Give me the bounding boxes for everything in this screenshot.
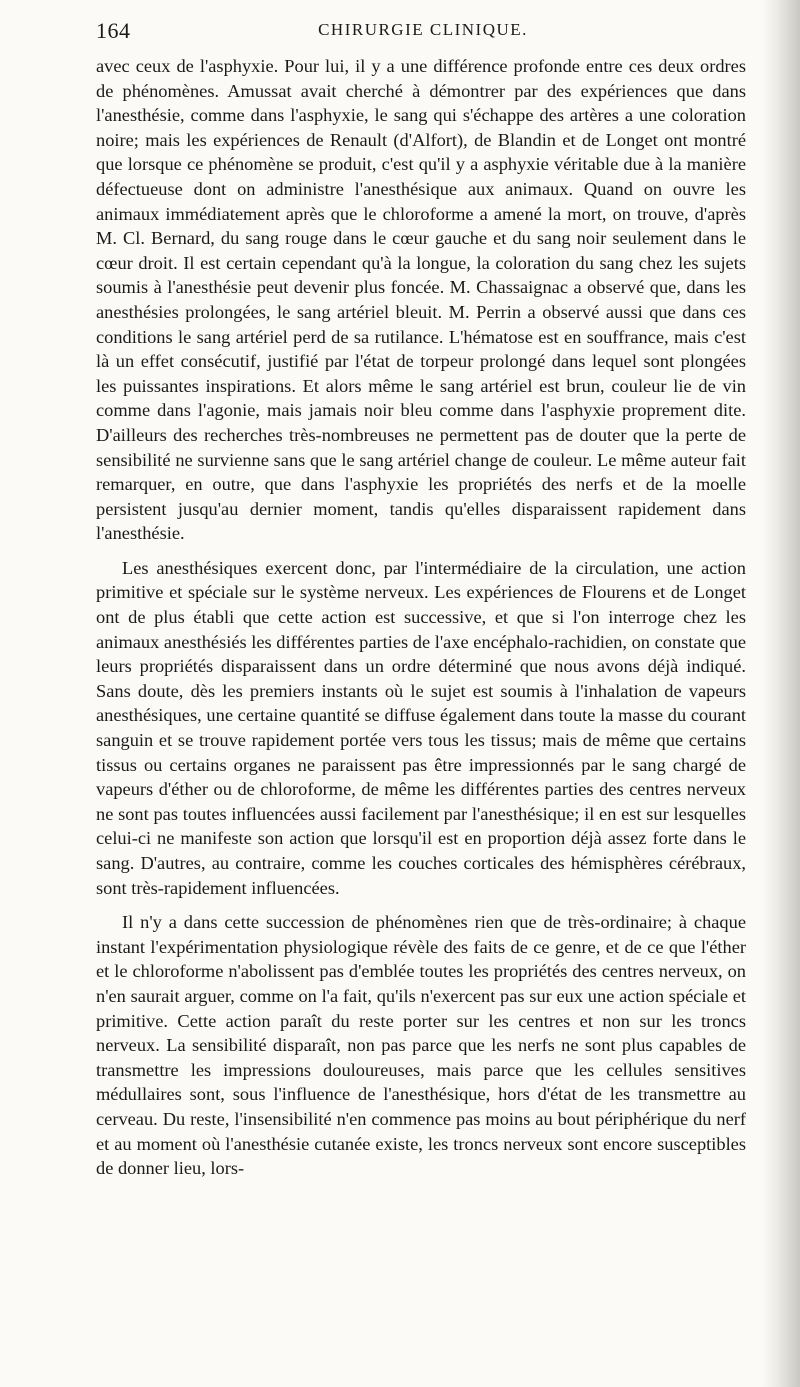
running-title: CHIRURGIE CLINIQUE.	[318, 20, 528, 39]
paragraph-1: avec ceux de l'asphyxie. Pour lui, il y a une différence profonde entre ces deux ordres de phénomènes. Amussat avait cherché à démontrer par des expériences que dans l'anesthésie, comme dans l'asphyxie, le sang qui s'échappe des artères a une coloration noire; mais les expériences de Renault (d'Alfort), de Blandin et de Longet ont montré que lorsque ce phénomène se produit, c'est qu'il y a asphyxie véritable due à la manière défectueuse dont on administre l'anesthésique aux animaux. Quand on ouvre les animaux immédiatement après que le chloroforme a amené la mort, on trouve, d'après M. Cl. Bernard, du sang rouge dans le cœur gauche et du sang noir seulement dans le cœur droit. Il est certain cependant qu'à la longue, la coloration du sang chez les sujets soumis à l'anesthésie peut devenir plus foncée. M. Chassaignac a observé que, dans les anesthésies prolongées, le sang artériel bleuit. M. Perrin a observé aussi que dans ces conditions le sang artériel perd de sa rutilance. L'hématose est en souffrance, mais c'est là un effet consécutif, justifié par l'état de torpeur prolongé dans lequel sont plongées les puissantes inspirations. Et alors même le sang artériel est brun, couleur lie de vin comme dans l'agonie, mais jamais noir bleu comme dans l'asphyxie proprement dite. D'ailleurs des recherches très-nombreuses ne permettent pas de douter que la perte de sensibilité ne survienne sans que le sang artériel change de couleur. Le même auteur fait remarquer, en outre, que dans l'asphyxie les propriétés des nerfs et de la moelle persistent jusqu'au dernier moment, tandis qu'elles disparaissent rapidement dans l'anesthésie.	[96, 56, 746, 544]
page-header	[96, 18, 750, 48]
page-number: 164	[96, 18, 131, 43]
paragraph-3: Il n'y a dans cette succession de phénomènes rien que de très-ordinaire; à chaque instant l'expérimentation physiologique révèle des faits de ce genre, et de ce que l'éther et le chloroforme n'abolissent pas d'emblée toutes les propriétés des centres nerveux, on n'en saurait arguer, comme on l'a fait, qu'ils n'exercent pas sur eux une action spéciale et primitive. Cette action paraît du reste porter sur les centres et non sur les troncs nerveux. La sensibilité disparaît, non pas parce que les nerfs ne sont plus capables de transmettre les impressions douloureuses, mais parce que les cellules sensitives médullaires sont, sous l'influence de l'anesthésique, hors d'état de les transmettre au cerveau. Du reste, l'insensibilité n'en commence pas moins au bout périphérique du nerf et au moment où l'anesthésie cutanée existe, les troncs nerveux sont encore susceptibles de donner lieu, lors-	[96, 912, 746, 1179]
page-edge-shadow	[762, 0, 800, 1387]
paragraph-2: Les anesthésiques exercent donc, par l'intermédiaire de la circulation, une action primitive et spéciale sur le système nerveux. Les expériences de Flourens et de Longet ont de plus établi que cette action est successive, et que si l'on interroge chez les animaux anesthésiés les différentes parties de l'axe encéphalo-rachidien, on constate que leurs propriétés disparaissent dans un ordre déterminé que nous avons déjà indiqué. Sans doute, dès les premiers instants où le sujet est soumis à l'inhalation de vapeurs anesthésiques, une certaine quantité se diffuse également dans toute la masse du courant sanguin et se trouve rapidement portée vers tous les tissus; mais de même que certains tissus ou certains organes ne paraissent pas être impressionnés par le sang chargé de vapeurs d'éther ou de chloroforme, de même les différentes parties des centres nerveux ne sont pas toutes influencées aussi facilement par l'anesthésique; il en est sur lesquelles celui-ci ne manifeste son action que lorsqu'il est en proportion déjà assez forte dans le sang. D'autres, au contraire, comme les couches corticales des hémisphères cérébraux, sont très-rapidement influencées.	[96, 557, 746, 898]
body-text	[96, 54, 746, 1181]
